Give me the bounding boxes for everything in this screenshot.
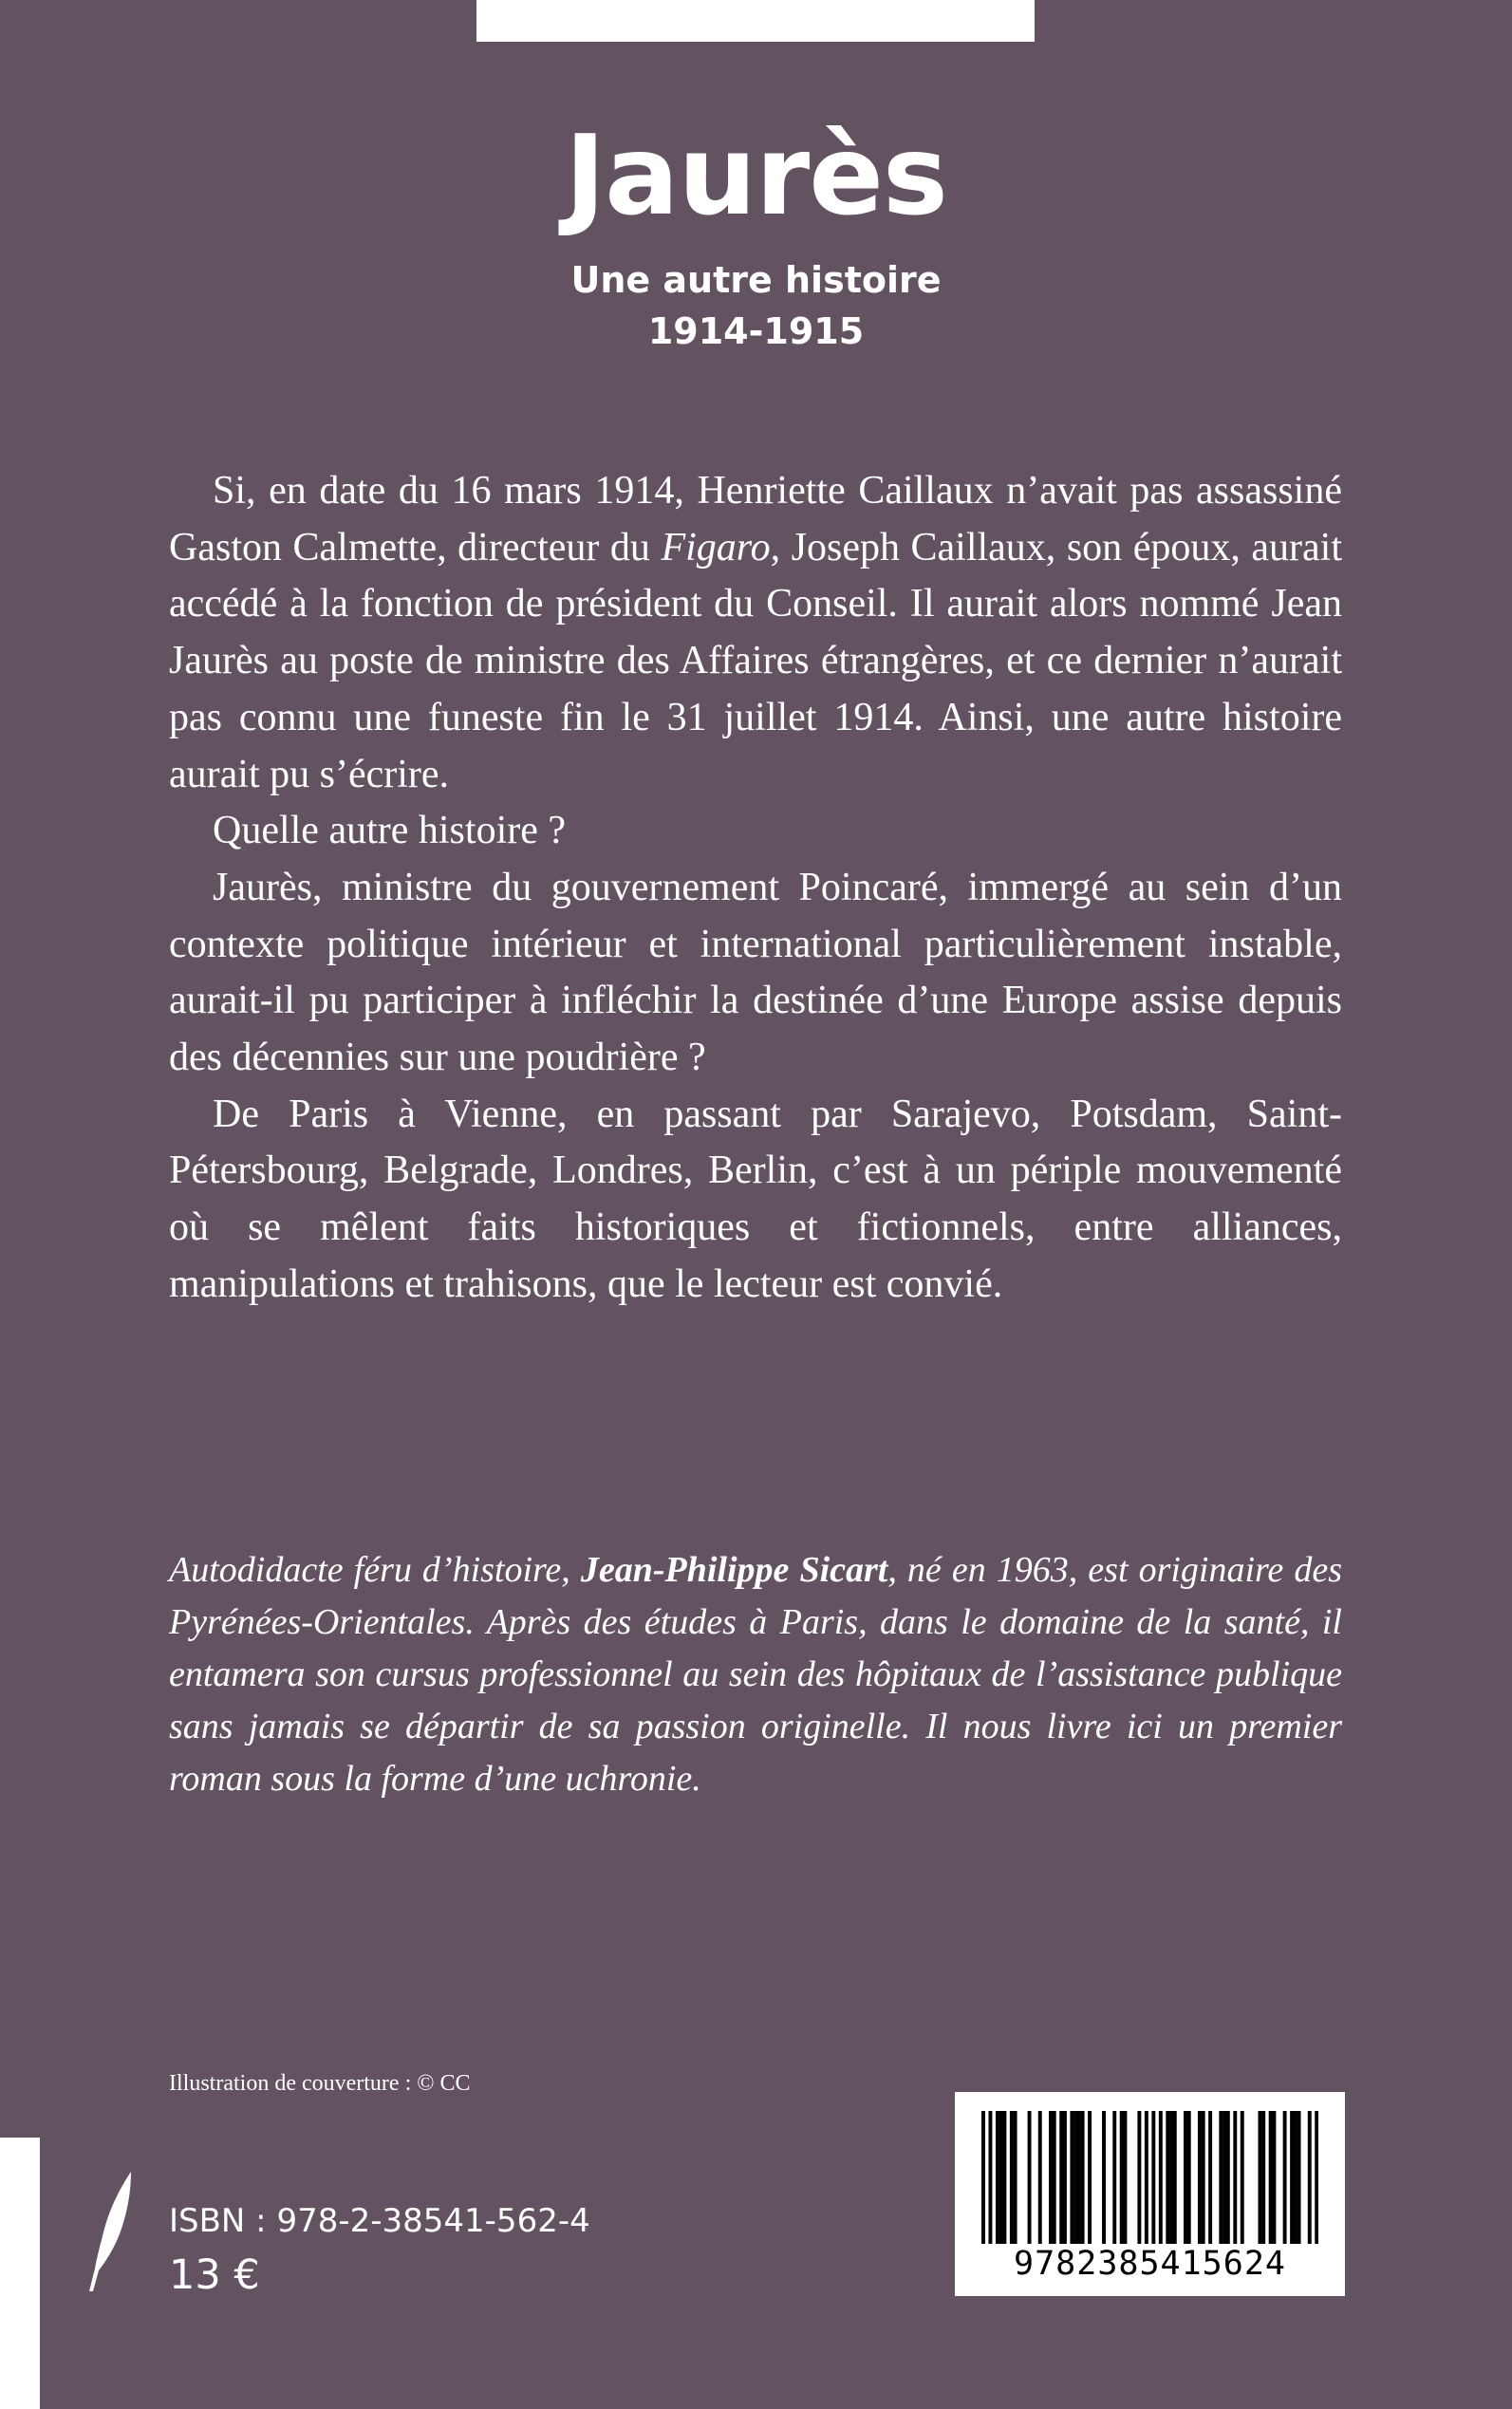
blurb-text: , Joseph Caillaux, son époux, aurait accédé à la fonction de président du Conseil. Il aurait alors nommé Jean Jaurès au poste de ministre des Affaires étrangères, et ce dernier n’aurait pas connu une funeste fin le 31 juillet 1914. Ainsi, une autre histoire aurait pu s’écrire.	[169, 525, 1342, 796]
barcode-bar	[1073, 2111, 1077, 2244]
barcode-bar	[1120, 2111, 1124, 2244]
barcode-bar	[1070, 2111, 1073, 2244]
barcode-bar	[996, 2111, 999, 2244]
blurb-paragraph	[169, 463, 1342, 803]
barcode-bar	[1077, 2111, 1081, 2244]
barcode	[955, 2092, 1345, 2296]
bio-paragraph	[169, 1544, 1342, 1805]
feather-icon	[82, 2170, 139, 2293]
barcode-bar	[1226, 2111, 1230, 2244]
barcode-bar	[1081, 2111, 1085, 2244]
barcode-bar	[1261, 2111, 1265, 2244]
barcode-bar	[1308, 2111, 1312, 2244]
barcode-bar	[981, 2111, 985, 2244]
barcode-bars	[981, 2111, 1318, 2244]
barcode-bar	[1187, 2111, 1191, 2244]
barcode-bar	[1198, 2111, 1202, 2244]
barcode-bar	[1002, 2111, 1006, 2244]
barcode-bar	[1290, 2111, 1294, 2244]
author-bio	[169, 1544, 1342, 1805]
barcode-bar	[1112, 2111, 1116, 2244]
spine-edge-strip	[0, 2138, 40, 2409]
back-cover-blurb	[169, 463, 1342, 1314]
isbn-text: ISBN : 978-2-38541-562-4	[169, 2202, 590, 2240]
barcode-bar	[1038, 2111, 1042, 2244]
barcode-bar	[1241, 2111, 1244, 2244]
barcode-bar	[1202, 2111, 1205, 2244]
price-text: 13 €	[169, 2251, 260, 2299]
barcode-bar	[1166, 2111, 1169, 2244]
bio-text: Autodidacte féru d’histoire,	[169, 1550, 581, 1590]
barcode-bar	[1102, 2111, 1106, 2244]
barcode-bar	[999, 2111, 1003, 2244]
barcode-bar	[1294, 2111, 1297, 2244]
barcode-bar	[1145, 2111, 1148, 2244]
top-white-band	[476, 0, 1035, 42]
barcode-bar	[1053, 2111, 1056, 2244]
blurb-paragraph: De Paris à Vienne, en passant par Sarajevo, Potsdam, Saint-Pétersbourg, Belgrade, Londres, Berlin, c’est à un périple mouvementé où se mêlent faits historiques et fictionnels, entre alliances, manipulations et trahisons, que le lecteur est convié.	[169, 1092, 1342, 1306]
barcode-bar	[988, 2111, 992, 2244]
barcode-bar	[1233, 2111, 1237, 2244]
barcode-bar	[1315, 2111, 1318, 2244]
barcode-bar	[1028, 2111, 1032, 2244]
barcode-bar	[1137, 2111, 1141, 2244]
barcode-bar	[1151, 2111, 1155, 2244]
barcode-bar	[1123, 2111, 1127, 2244]
subtitle-years: 1914-1915	[647, 310, 865, 352]
barcode-bar	[1223, 2111, 1226, 2244]
barcode-bar	[1059, 2111, 1063, 2244]
barcode-bar	[1049, 2111, 1053, 2244]
barcode-bar	[1088, 2111, 1092, 2244]
barcode-bar	[1208, 2111, 1212, 2244]
barcode-bar	[1169, 2111, 1173, 2244]
barcode-bar	[1010, 2111, 1014, 2244]
bio-text: , né en 1963, est originaire des Pyrénées-Orientales. Après des études à Paris, dans le domaine de la santé, il entamera son cursus professionnel au sein des hôpitaux de l’assistance publique sans jamais se départir de sa passion originelle. Il nous livre ici un premier roman sous la forme d’une uchronie.	[169, 1550, 1342, 1799]
barcode-bar	[1269, 2111, 1273, 2244]
author-name: Jean-Philippe Sicart	[580, 1550, 888, 1590]
blurb-paragraph: Quelle autre histoire ?	[213, 809, 567, 853]
barcode-digits: 9782385415624	[1014, 2245, 1286, 2283]
barcode-bar	[1063, 2111, 1067, 2244]
subtitle-line: Une autre histoire	[570, 259, 942, 301]
barcode-bar	[1159, 2111, 1163, 2244]
book-title: Jaurès	[565, 112, 947, 240]
barcode-bar	[1283, 2111, 1287, 2244]
illustration-credit: Illustration de couverture : © CC	[169, 2071, 471, 2096]
barcode-bar	[1173, 2111, 1177, 2244]
barcode-bar	[1184, 2111, 1187, 2244]
book-subtitle	[0, 254, 1512, 357]
newspaper-name: Figaro	[661, 525, 771, 570]
barcode-bar	[1258, 2111, 1261, 2244]
barcode-bar	[1219, 2111, 1223, 2244]
barcode-bar	[1272, 2111, 1276, 2244]
blurb-paragraph: Jaurès, ministre du gouvernement Poincaré, immergé au sein d’un contexte politique intérieur et international particulièrement instable, aurait-il pu participer à infléchir la destinée d’une Europe assise depuis des décennies sur une poudrière ?	[169, 865, 1342, 1080]
blurb-text: Si, en date du 16 mars 1914, Henriette Caillaux n’avait pas assassiné Gaston Calmette, directeur du	[169, 469, 1342, 570]
barcode-bar	[1014, 2111, 1017, 2244]
barcode-bar	[1297, 2111, 1301, 2244]
